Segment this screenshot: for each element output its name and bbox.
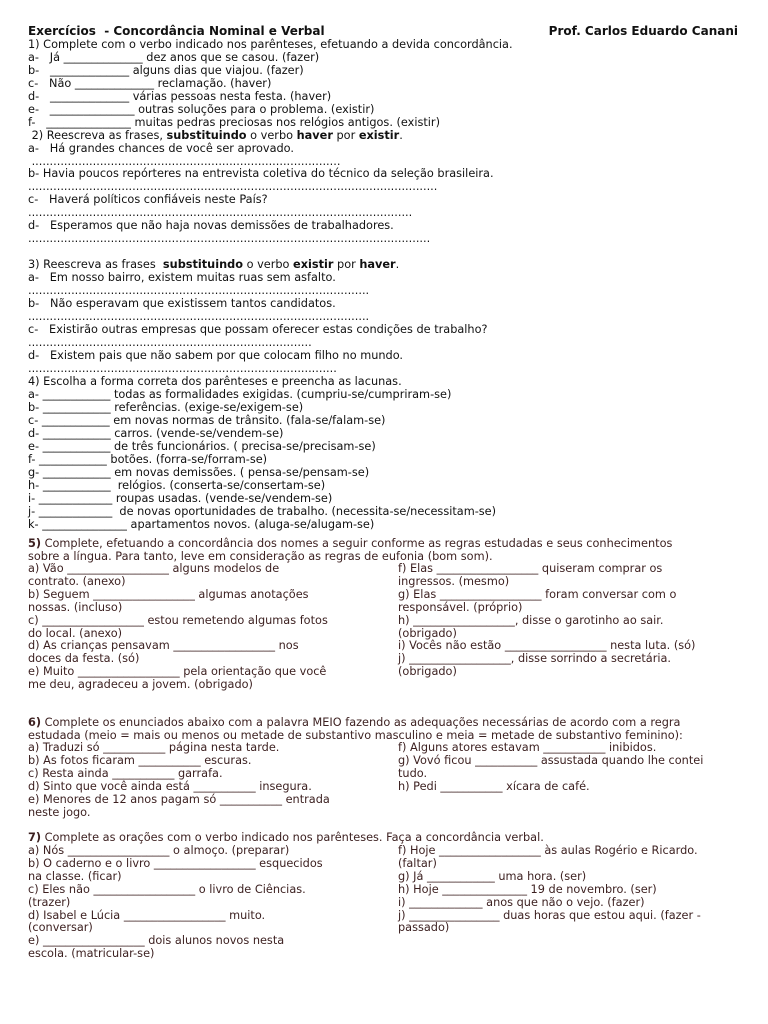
worksheet-title: Exercícios - Concordância Nominal e Verbal: [28, 24, 325, 38]
text-line: 4) Escolha a forma correta dos parênteses e preencha as lacunas.: [28, 375, 402, 388]
text-line: estudada (meio = mais ou menos ou metade de substantivo masculino e meia = metade de substantivo feminino):: [28, 729, 683, 742]
text-line: ...............................................................................................: [28, 310, 370, 323]
text-line: g) Elas __________________ foram conversar com o: [398, 588, 677, 601]
text-line: responsável. (próprio): [398, 601, 523, 614]
text-line: b- ______________ alguns dias que viajou. (fazer): [28, 64, 304, 77]
text-line: b) As fotos ficaram ___________ escuras.: [28, 754, 252, 767]
text-line: doces da festa. (só): [28, 652, 140, 665]
text-line: nossas. (incluso): [28, 601, 123, 614]
text-line: b- ____________ referências. (exige-se/exigem-se): [28, 401, 304, 414]
text-line: h) Hoje _______________ 19 de novembro. (ser): [398, 883, 657, 896]
text-line: ...............................................................................................: [28, 284, 370, 297]
text-line: ...............................................................................: [28, 336, 312, 349]
text-line: j- _____________ de novas oportunidades de trabalho. (necessita-se/necessitam-se): [28, 505, 497, 518]
text-line: do local. (anexo): [28, 627, 123, 640]
text-line: ..................................................................................................................: [28, 180, 438, 193]
text-line: f) Alguns atores estavam ___________ inibidos.: [398, 741, 657, 754]
text-line: contrato. (anexo): [28, 575, 126, 588]
text-line: c- Não ______________ reclamação. (haver): [28, 77, 272, 90]
text-line: 1) Complete com o verbo indicado nos parênteses, efetuando a devida concordância.: [28, 38, 513, 51]
text-line: f- ____________ botões. (forra-se/forram-se): [28, 453, 268, 466]
text-line: b) O caderno e o livro __________________ esquecidos: [28, 857, 323, 870]
text-line: me deu, agradeceu a jovem. (obrigado): [28, 678, 253, 691]
text-line: c- Haverá políticos confiáveis neste País?: [28, 193, 268, 206]
text-line: c- Existirão outras empresas que possam oferecer estas condições de trabalho?: [28, 323, 488, 336]
text-line: passado): [398, 921, 450, 934]
text-line: i- _____________ roupas usadas. (vende-se/vendem-se): [28, 492, 333, 505]
text-line: a- Já ______________ dez anos que se casou. (fazer): [28, 51, 320, 64]
text-line: d- ____________ carros. (vende-se/vendem-se): [28, 427, 284, 440]
text-line: a- Em nosso bairro, existem muitas ruas sem asfalto.: [28, 271, 336, 284]
text-line: a- ____________ todas as formalidades exigidas. (cumpriu-se/cumpriram-se): [28, 388, 452, 401]
text-line: e- _______________ outras soluções para o problema. (existir): [28, 103, 375, 116]
text-line: d- Existem pais que não sabem por que colocam filho no mundo.: [28, 349, 404, 362]
text-line: e) Menores de 12 anos pagam só ___________ entrada: [28, 793, 330, 806]
text-line: a- Há grandes chances de você ser aprovado.: [28, 142, 294, 155]
text-line: (trazer): [28, 896, 71, 909]
text-line: (obrigado): [398, 665, 457, 678]
text-line: neste jogo.: [28, 806, 91, 819]
text-line: i) _____________ anos que não o vejo. (fazer): [398, 896, 645, 909]
text-line: (obrigado): [398, 627, 457, 640]
text-line: ......................................................................................: [28, 155, 341, 168]
text-line: j) __________________, disse sorrindo a secretária.: [398, 652, 672, 665]
text-line: d- Esperamos que não haja novas demissões de trabalhadores.: [28, 219, 394, 232]
text-line: d- ______________ várias pessoas nesta festa. (haver): [28, 90, 332, 103]
text-line: e) Muito __________________ pela orientação que você: [28, 665, 327, 678]
text-line: h- ____________ relógios. (conserta-se/consertam-se): [28, 479, 326, 492]
text-line: 3) Reescreva as frases substituindo o verbo existir por haver.: [28, 258, 400, 271]
text-line: f) Hoje __________________ às aulas Rogério e Ricardo.: [398, 844, 698, 857]
text-line: f) Elas __________________ quiseram comprar os: [398, 562, 663, 575]
text-line: 2) Reescreva as frases, substituindo o verbo haver por existir.: [28, 129, 403, 142]
text-line: d) Sinto que você ainda está ___________ insegura.: [28, 780, 312, 793]
text-line: 7) Complete as orações com o verbo indicado nos parênteses. Faça a concordância verbal.: [28, 831, 544, 844]
text-line: a) Traduzi só ___________ página nesta tarde.: [28, 741, 280, 754]
text-line: (conversar): [28, 921, 93, 934]
text-line: tudo.: [398, 767, 428, 780]
text-line: c) __________________ estou remetendo algumas fotos: [28, 614, 328, 627]
text-line: h) Pedi ___________ xícara de café.: [398, 780, 590, 793]
text-line: b) Seguem __________________ algumas anotações: [28, 588, 309, 601]
author-name: Prof. Carlos Eduardo Canani: [548, 24, 738, 38]
text-line: e- ____________ de três funcionários. ( precisa-se/precisam-se): [28, 440, 376, 453]
text-line: b- Havia poucos repórteres na entrevista coletiva do técnico da seleção brasileira.: [28, 167, 494, 180]
text-line: na classe. (ficar): [28, 870, 122, 883]
text-line: d) As crianças pensavam __________________ nos: [28, 639, 299, 652]
text-line: d) Isabel e Lúcia __________________ muito.: [28, 909, 266, 922]
text-line: ...........................................................................................................: [28, 206, 413, 219]
text-line: b- Não esperavam que existissem tantos candidatos.: [28, 297, 336, 310]
text-line: k- _______________ apartamentos novos. (aluga-se/alugam-se): [28, 518, 375, 531]
text-line: c) Resta ainda ___________ garrafa.: [28, 767, 223, 780]
text-line: a) Nós __________________ o almoço. (preparar): [28, 844, 290, 857]
text-line: (faltar): [398, 857, 437, 870]
text-line: f- _______________ muitas pedras preciosas nos relógios antigos. (existir): [28, 116, 440, 129]
text-line: c- ____________ em novas normas de trânsito. (fala-se/falam-se): [28, 414, 386, 427]
text-line: g) Vovó ficou ___________ assustada quando lhe contei: [398, 754, 704, 767]
text-line: 6) Complete os enunciados abaixo com a palavra MEIO fazendo as adequações necessárias de acordo com a regra: [28, 716, 681, 729]
text-line: h) __________________, disse o garotinho ao sair.: [398, 614, 664, 627]
text-line: e) __________________ dois alunos novos nesta: [28, 934, 285, 947]
text-line: g- ____________ em novas demissões. ( pensa-se/pensam-se): [28, 466, 370, 479]
text-line: ................................................................................................................: [28, 232, 431, 245]
text-line: j) ________________ duas horas que estou aqui. (fazer -: [398, 909, 701, 922]
text-line: escola. (matricular-se): [28, 947, 155, 960]
text-line: c) Eles não __________________ o livro de Ciências.: [28, 883, 306, 896]
text-line: ingressos. (mesmo): [398, 575, 510, 588]
text-line: g) Já ____________ uma hora. (ser): [398, 870, 587, 883]
text-line: ......................................................................................: [28, 362, 337, 375]
text-line: i) Vocês não estão __________________ nesta luta. (só): [398, 639, 696, 652]
text-line: sobre a língua. Para tanto, leve em consideração as regras de eufonia (bom som).: [28, 550, 493, 563]
text-line: 5) Complete, efetuando a concordância dos nomes a seguir conforme as regras estudadas e seus conhecimentos: [28, 537, 673, 550]
text-line: a) Vão __________________ alguns modelos de: [28, 562, 280, 575]
